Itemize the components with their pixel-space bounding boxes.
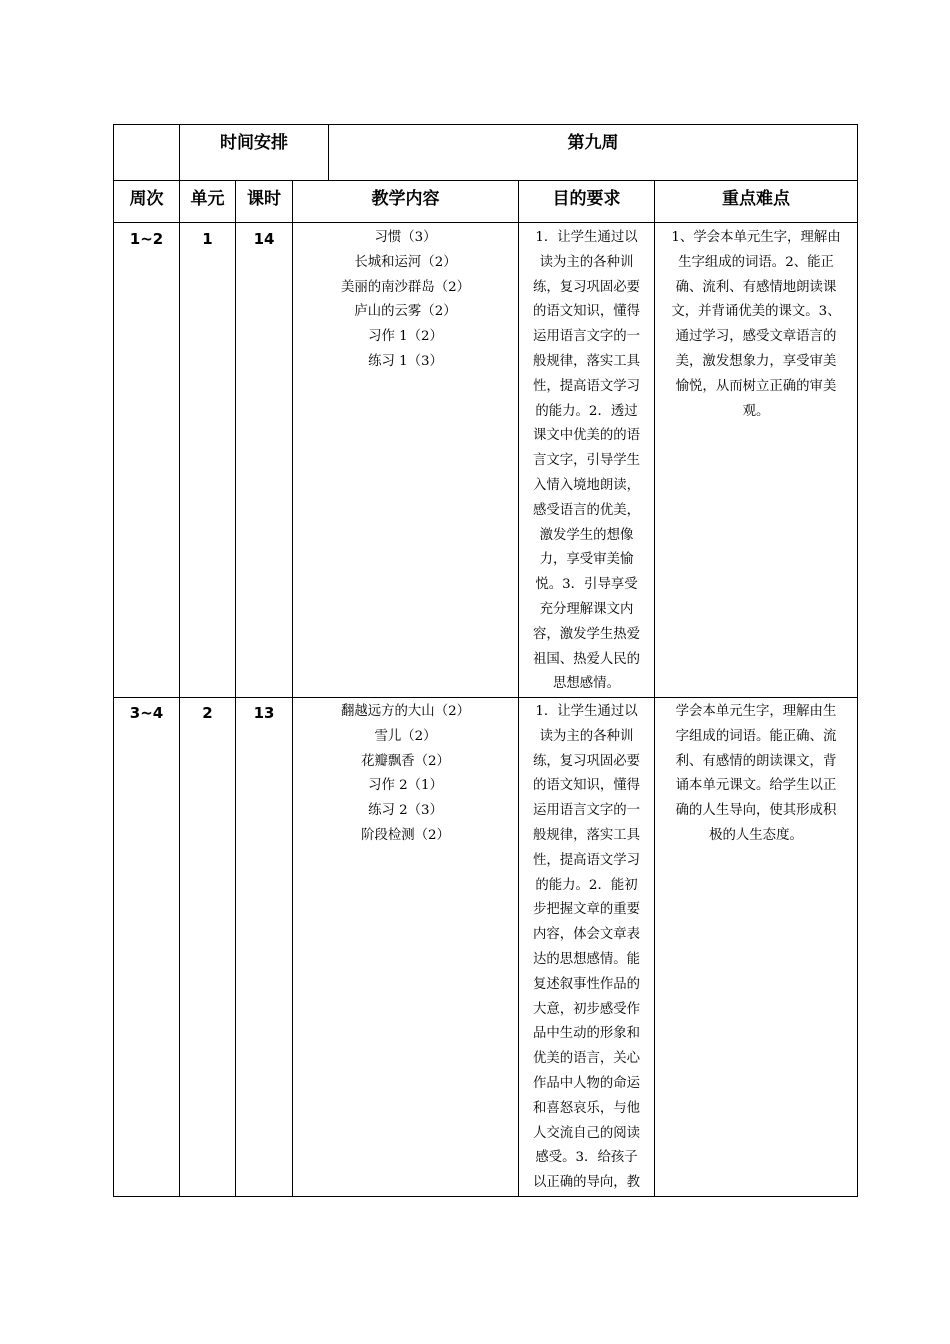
- text-line: 文，并背诵优美的课文。3、: [671, 304, 841, 320]
- table-border-left: [113, 124, 114, 1197]
- key-points-cell: [655, 700, 857, 849]
- content-cell: [293, 700, 518, 849]
- text-line: 学会本单元生字，理解由生: [675, 704, 837, 719]
- text-line: 生字组成的词语。2、能正: [678, 254, 834, 270]
- text-line: 感受语言的优美，: [532, 502, 641, 518]
- text-line: 言文字，引导学生: [532, 453, 641, 469]
- unit-cell: 2: [202, 704, 213, 722]
- header-row-divider: [113, 180, 858, 181]
- text-line: 读为主的各种训: [539, 254, 634, 270]
- text-line: 的能力。2．能初: [535, 877, 638, 893]
- text-line: 容，激发学生热爱: [532, 626, 641, 642]
- text-line: 悦。3．引导享受: [535, 577, 638, 593]
- text-line: 优美的语言，关心: [532, 1051, 641, 1067]
- text-line: 般规律，落实工具: [532, 353, 641, 369]
- objectives-cell: [519, 700, 654, 1196]
- text-line: 内容，体会文章表: [532, 927, 641, 943]
- objectives-cell: [519, 226, 654, 697]
- text-line: 1．让学生通过以: [535, 230, 638, 245]
- text-line: 愉悦，从而树立正确的审美: [675, 378, 837, 394]
- text-line: 运用语言文字的一: [532, 803, 641, 819]
- text-line: 雪儿（2）: [374, 728, 437, 744]
- text-line: 性，提高语文学习: [532, 852, 641, 868]
- table-border-top: [113, 124, 858, 125]
- text-line: 以正确的导向，教: [532, 1175, 641, 1191]
- text-line: 确、流利、有感情地朗读课: [675, 279, 837, 295]
- text-line: 习作 1（2）: [368, 329, 443, 345]
- week-label-header: 第九周: [567, 133, 619, 153]
- text-line: 入情入境地朗读，: [532, 477, 641, 493]
- text-line: 通过学习，感受文章语言的: [675, 329, 837, 345]
- text-line: 力，享受审美愉: [539, 552, 634, 568]
- hours-cell: 13: [253, 704, 275, 722]
- text-line: 复述叙事性作品的: [532, 976, 641, 992]
- text-line: 激发学生的想像: [539, 527, 634, 543]
- text-line: 读为主的各种训: [539, 728, 634, 744]
- text-line: 观。: [742, 403, 770, 419]
- text-line: 确的人生导向，使其形成积: [675, 803, 837, 819]
- text-line: 1、学会本单元生字，理解由: [671, 230, 841, 245]
- column-header-key-points: 重点难点: [722, 189, 790, 209]
- column-header-unit: 单元: [190, 189, 225, 209]
- col-divider: [179, 124, 180, 1197]
- text-line: 作品中人物的命运: [532, 1075, 641, 1091]
- text-line: 达的思想感情。能: [532, 951, 641, 967]
- column-header-objectives: 目的要求: [552, 189, 621, 209]
- col-divider: [235, 180, 236, 1197]
- text-line: 练习 2（3）: [368, 803, 443, 819]
- text-line: 花瓣飘香（2）: [361, 753, 450, 769]
- text-line: 大意，初步感受作: [532, 1001, 641, 1017]
- text-line: 般规律，落实工具: [532, 827, 641, 843]
- text-line: 人交流自己的阅读: [532, 1125, 641, 1141]
- text-line: 习惯（3）: [374, 230, 437, 245]
- text-line: 练，复习巩固必要: [532, 753, 641, 769]
- text-line: 的语文知识，懂得: [532, 304, 641, 320]
- text-line: 阶段检测（2）: [361, 827, 450, 843]
- column-header-hours: 课时: [247, 189, 281, 209]
- text-line: 祖国、热爱人民的: [532, 651, 641, 667]
- text-line: 的能力。2．透过: [535, 403, 638, 419]
- text-line: 思想感情。: [553, 676, 620, 692]
- content-cell: [293, 226, 518, 375]
- text-line: 美丽的南沙群岛（2）: [340, 279, 471, 295]
- header-bottom-rule: [113, 222, 858, 223]
- text-line: 1．让学生通过以: [535, 704, 638, 719]
- text-line: 充分理解课文内: [539, 601, 634, 617]
- text-line: 练，复习巩固必要: [532, 279, 641, 295]
- key-points-cell: [655, 226, 857, 424]
- week-cell: 1~2: [129, 230, 164, 248]
- text-line: 翻越远方的大山（2）: [340, 704, 471, 719]
- text-line: 性，提高语文学习: [532, 378, 641, 394]
- text-line: 庐山的云雾（2）: [354, 304, 457, 320]
- text-line: 品中生动的形象和: [532, 1026, 641, 1042]
- text-line: 字组成的词语。能正确、流: [675, 728, 837, 744]
- text-line: 的语文知识，懂得: [532, 778, 641, 794]
- text-line: 感受。3．给孩子: [535, 1150, 638, 1166]
- text-line: 步把握文章的重要: [532, 902, 641, 918]
- column-header-content: 教学内容: [371, 189, 440, 209]
- hours-cell: 14: [253, 230, 275, 248]
- text-line: 极的人生态度。: [709, 827, 803, 843]
- unit-cell: 1: [202, 230, 213, 248]
- text-line: 长城和运河（2）: [354, 254, 457, 270]
- week-cell: 3~4: [129, 704, 164, 722]
- text-line: 练习 1（3）: [368, 353, 443, 369]
- table-border-right: [857, 124, 858, 1197]
- column-header-week: 周次: [129, 189, 164, 209]
- text-line: 运用语言文字的一: [532, 329, 641, 345]
- time-arrangement-header: 时间安排: [220, 133, 288, 153]
- text-line: 和喜怒哀乐，与他: [532, 1100, 641, 1116]
- text-line: 诵本单元课文。给学生以正: [675, 778, 837, 794]
- text-line: 利、有感情的朗读课文，背: [675, 753, 837, 769]
- text-line: 习作 2（1）: [368, 778, 443, 794]
- text-line: 美，激发想象力，享受审美: [675, 353, 837, 369]
- row-divider: [113, 697, 858, 698]
- table-border-bottom: [113, 1196, 858, 1197]
- text-line: 课文中优美的的语: [532, 428, 641, 444]
